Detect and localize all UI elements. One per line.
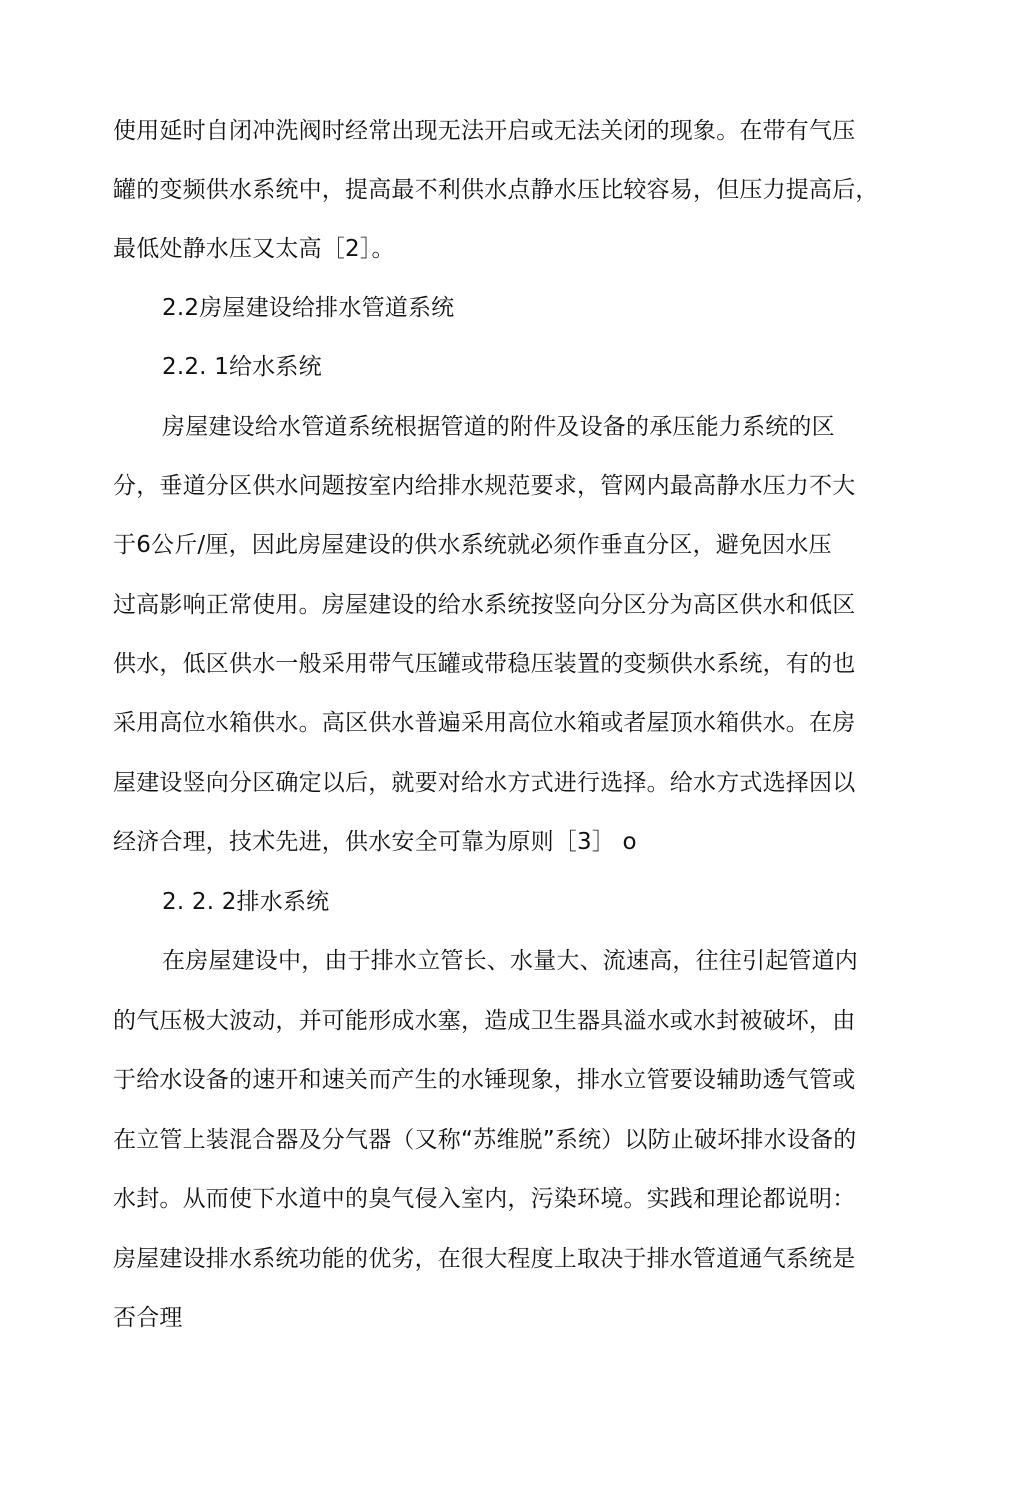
- body-text-line: 的气压极大波动，并可能形成水塞，造成卫生器具溢水或水封被破坏，由: [113, 1008, 856, 1034]
- subsection-heading: 2. 2. 2排水系统: [162, 889, 330, 915]
- body-text-line: 屋建设竖向分区确定以后，就要对给水方式进行选择。给水方式选择因以: [113, 770, 856, 796]
- subsection-heading: 2.2. 1给水系统: [162, 354, 322, 380]
- body-text-line: 供水，低区供水一般采用带气压罐或带稳压装置的变频供水系统，有的也: [113, 651, 856, 677]
- body-text-line: 房屋建设给水管道系统根据管道的附件及设备的承压能力系统的区: [162, 414, 835, 440]
- body-text-line: 采用高位水箱供水。高区供水普遍采用高位水箱或者屋顶水箱供水。在房: [113, 710, 856, 736]
- body-text-line: 在房屋建设中，由于排水立管长、水量大、流速高，往往引起管道内: [162, 948, 858, 974]
- body-text-line: 于给水设备的速开和速关而产生的水锤现象，排水立管要设辅助透气管或: [113, 1067, 856, 1093]
- body-text-line: 在立管上装混合器及分气器（又称“苏维脱”系统）以防止破坏排水设备的: [113, 1127, 857, 1153]
- section-heading: 2.2房屋建设给排水管道系统: [162, 295, 455, 321]
- body-text-line: 否合理: [113, 1305, 183, 1331]
- body-text-line: 使用延时自闭冲洗阀时经常出现无法开启或无法关闭的现象。在带有气压: [113, 118, 856, 144]
- body-text-line: 过高影响正常使用。房屋建设的给水系统按竖向分区分为高区供水和低区: [113, 592, 856, 618]
- body-text-line: 房屋建设排水系统功能的优劣，在很大程度上取决于排水管道通气系统是: [113, 1246, 856, 1272]
- body-text-line: 分，垂道分区供水问题按室内给排水规范要求，管网内最高静水压力不大: [113, 473, 856, 499]
- body-text-line: 水封。从而使下水道中的臭气侵入室内，污染环境。实践和理论都说明：: [113, 1186, 856, 1212]
- body-text-line: 罐的变频供水系统中，提高最不利供水点静水压比较容易，但压力提高后，: [113, 177, 879, 203]
- body-text-line: 于6公斤/厘，因此房屋建设的供水系统就必须作垂直分区，避免因水压: [113, 532, 832, 558]
- body-text-line: 经济合理，技术先进，供水安全可靠为原则［3］ o: [113, 829, 637, 855]
- body-text-line: 最低处静水压又太高［2］。: [113, 236, 395, 262]
